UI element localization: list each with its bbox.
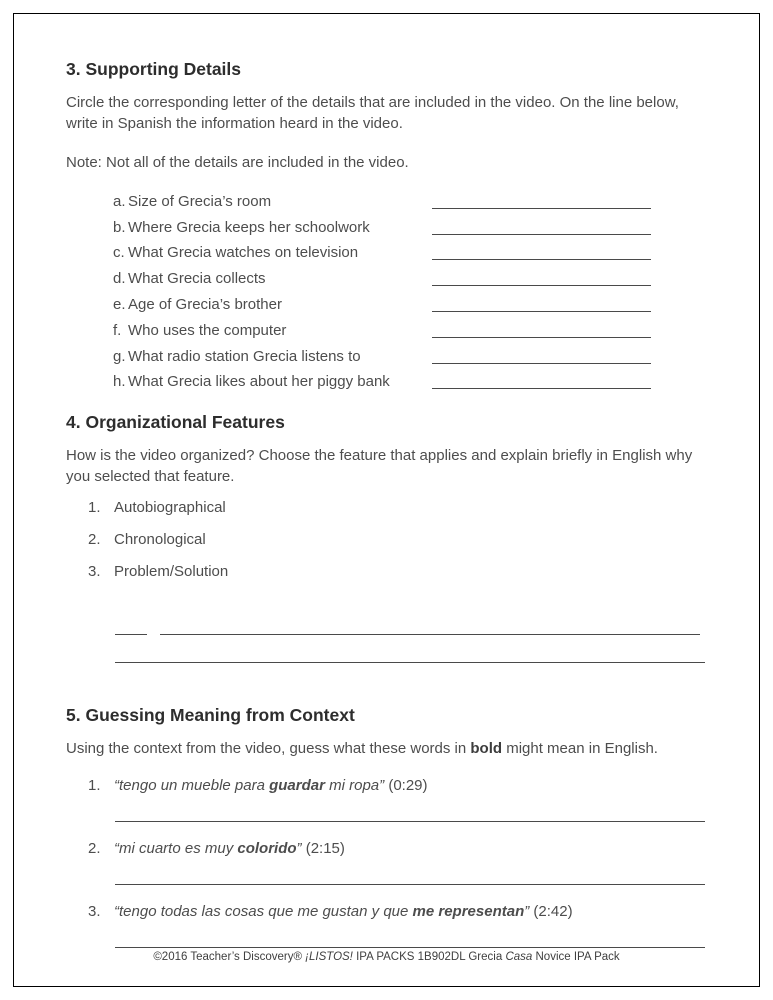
option-number: 3. xyxy=(88,563,101,581)
quote-pre: “tengo un mueble para xyxy=(114,777,270,795)
section5-instructions xyxy=(66,738,707,759)
detail-letter: f. xyxy=(113,321,122,339)
supporting-details-list xyxy=(66,187,707,393)
answer-line xyxy=(432,208,651,209)
section4-instructions: How is the video organized? Choose the feature that applies and explain briefly in English why you selected that feature. xyxy=(66,447,693,486)
quote-row xyxy=(66,903,707,920)
page-content xyxy=(66,0,707,948)
quote-post: ” xyxy=(296,840,302,858)
quote-bold-word: colorido xyxy=(237,840,297,858)
section3-note: Note: Not all of the details are included in the video. xyxy=(66,154,409,171)
quote-pre: “mi cuarto es muy xyxy=(114,840,238,858)
detail-letter: c. xyxy=(113,244,125,262)
page-footer xyxy=(0,951,773,963)
quote-content xyxy=(114,840,345,857)
footer-series-name: ¡LISTOS! xyxy=(305,951,353,963)
quote-item-1 xyxy=(66,777,707,822)
answer-choice-line xyxy=(115,634,147,635)
detail-letter: g. xyxy=(113,347,126,365)
answer-row-1 xyxy=(66,613,707,641)
section4-answer-area xyxy=(66,613,707,669)
detail-row-d xyxy=(66,264,707,290)
quote-content xyxy=(114,777,428,794)
detail-row-c xyxy=(66,239,707,265)
organizational-options-list xyxy=(66,499,707,584)
option-text: Autobiographical xyxy=(114,499,226,517)
option-row-1 xyxy=(66,499,707,520)
quote-timestamp: (2:15) xyxy=(301,840,345,858)
answer-line xyxy=(115,884,705,885)
detail-row-g xyxy=(66,342,707,368)
detail-letter: e. xyxy=(113,295,126,313)
footer-title-casa: Casa xyxy=(505,951,533,963)
quote-bold-word: me representan xyxy=(412,903,525,921)
answer-line xyxy=(432,259,651,260)
answer-line xyxy=(432,337,651,338)
answer-line xyxy=(432,311,651,312)
quote-timestamp: (2:42) xyxy=(529,903,573,921)
option-row-3 xyxy=(66,563,707,584)
instructions-post: might mean in English. xyxy=(502,740,658,758)
quote-number: 2. xyxy=(88,840,101,858)
section4-title: 4. Organizational Features xyxy=(66,412,285,433)
option-text: Problem/Solution xyxy=(114,563,229,581)
quote-item-3 xyxy=(66,903,707,948)
option-row-2 xyxy=(66,531,707,552)
detail-row-e xyxy=(66,290,707,316)
answer-line xyxy=(160,634,700,635)
quote-row xyxy=(66,777,707,794)
context-quotes-list xyxy=(66,777,707,948)
detail-letter: d. xyxy=(113,270,126,288)
section5-title: 5. Guessing Meaning from Context xyxy=(66,705,355,726)
answer-row-2 xyxy=(66,641,707,669)
detail-text: Age of Grecia’s brother xyxy=(128,295,282,313)
instructions-pre: Using the context from the video, guess what these words in xyxy=(66,740,471,758)
answer-line xyxy=(432,234,651,235)
detail-text: Who uses the computer xyxy=(128,321,287,339)
instructions-bold-word: bold xyxy=(470,740,503,758)
quote-bold-word: guardar xyxy=(269,777,325,795)
detail-text: Where Grecia keeps her schoolwork xyxy=(128,218,370,236)
quote-content xyxy=(114,903,573,920)
detail-letter: b. xyxy=(113,218,126,236)
footer-pack-info: IPA PACKS 1B902DL Grecia xyxy=(352,951,506,963)
detail-row-a xyxy=(66,187,707,213)
footer-copyright: ©2016 Teacher’s Discovery® xyxy=(153,951,306,963)
detail-text: Size of Grecia’s room xyxy=(128,192,272,210)
detail-text: What Grecia collects xyxy=(128,270,266,288)
detail-text: What Grecia likes about her piggy bank xyxy=(128,373,390,391)
detail-row-h xyxy=(66,368,707,394)
answer-line xyxy=(115,821,705,822)
detail-text: What Grecia watches on television xyxy=(128,244,359,262)
answer-line xyxy=(115,662,705,663)
footer-pack-level: Novice IPA Pack xyxy=(532,951,620,963)
option-number: 1. xyxy=(88,499,101,517)
quote-number: 1. xyxy=(88,777,101,795)
answer-line xyxy=(432,285,651,286)
quote-item-2 xyxy=(66,840,707,885)
answer-line xyxy=(432,388,651,389)
quote-post: ” xyxy=(524,903,530,921)
option-number: 2. xyxy=(88,531,101,549)
quote-row xyxy=(66,840,707,857)
answer-line xyxy=(432,363,651,364)
quote-post: mi ropa” xyxy=(324,777,385,795)
section3-instructions: Circle the corresponding letter of the details that are included in the video. On the line below, write in Spanish the information heard in the video. xyxy=(66,94,679,132)
detail-letter: h. xyxy=(113,373,126,391)
answer-line xyxy=(115,947,705,948)
detail-row-b xyxy=(66,213,707,239)
detail-text: What radio station Grecia listens to xyxy=(128,347,361,365)
detail-row-f xyxy=(66,316,707,342)
quote-pre: “tengo todas las cosas que me gustan y que xyxy=(114,903,413,921)
quote-number: 3. xyxy=(88,903,101,921)
section3-title: 3. Supporting Details xyxy=(66,59,242,79)
detail-letter: a. xyxy=(113,192,126,210)
quote-timestamp: (0:29) xyxy=(384,777,428,795)
option-text: Chronological xyxy=(114,531,206,549)
